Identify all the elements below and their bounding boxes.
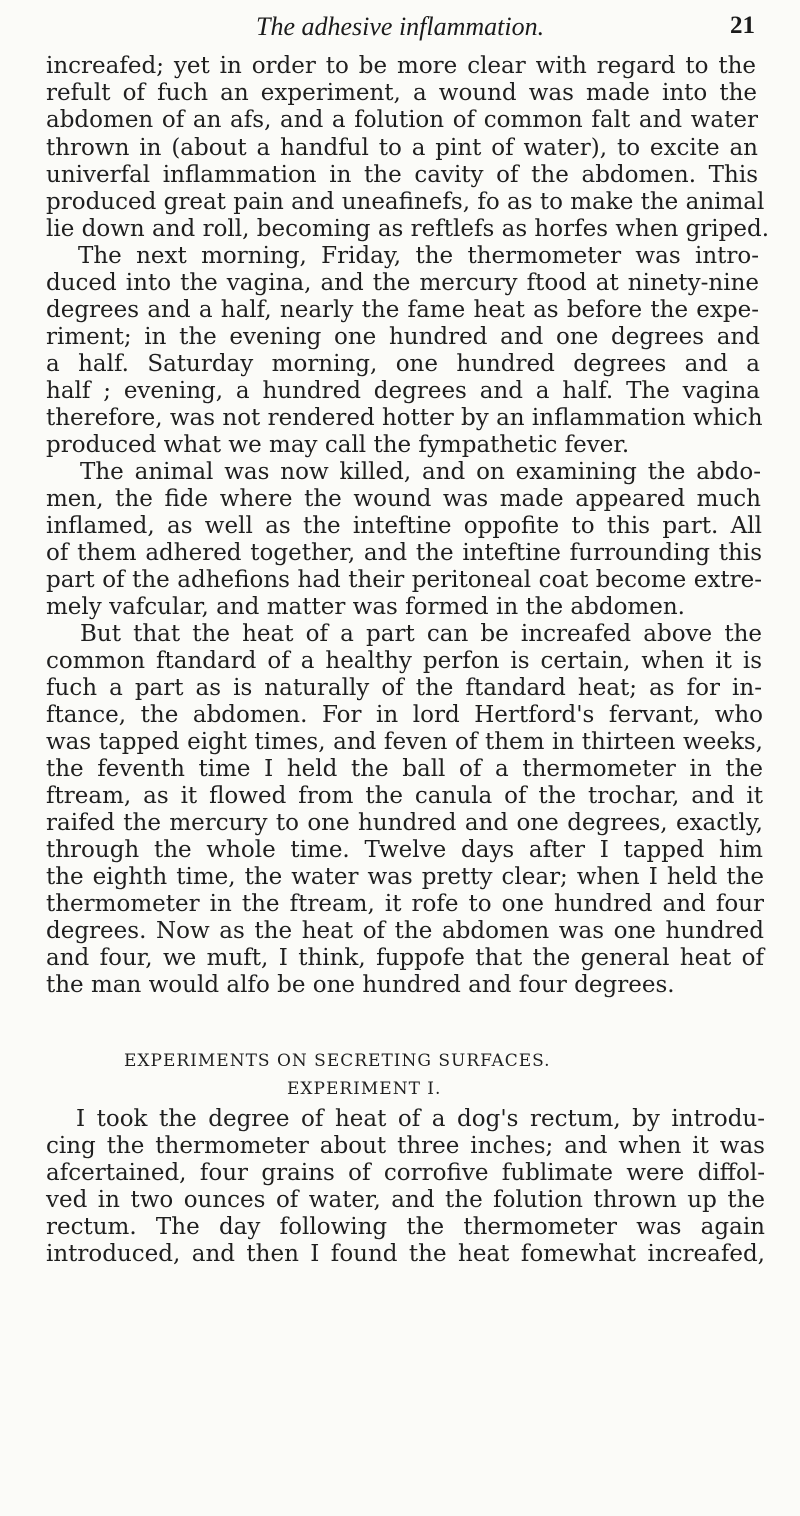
text-line: the man would alfo be one hundred and four degrees. [46,972,675,998]
running-head [0,8,800,48]
text-line: afcertained, four grains of corrofive fublimate were diffol- [46,1160,765,1186]
text-line: therefore, was not rendered hotter by an inflammation which [46,405,763,431]
text-line: univerfal inflammation in the cavity of the abdomen. This [46,162,758,188]
text-line: mely vafcular, and matter was formed in the abdomen. [46,594,685,620]
text-line: through the whole time. Twelve days after I tapped him [46,837,763,863]
running-title: The adhesive inflammation. [256,12,545,41]
text-line: lie down and roll, becoming as reftlefs as horfes when griped. [46,216,770,242]
text-line: introduced, and then I found the heat fomewhat increafed, [46,1241,765,1267]
text-line: I took the degree of heat of a dog's rectum, by introdu- [76,1106,765,1132]
text-line: abdomen of an afs, and a folution of common falt and water [46,107,758,133]
text-line: and four, we muft, I think, fuppofe that the general heat of [46,945,764,971]
text-line: rectum. The day following the thermometer was again [46,1214,765,1240]
text-line: cing the thermometer about three inches; and when it was [46,1133,765,1159]
text-line: the eighth time, the water was pretty clear; when I held the [46,864,764,890]
text-line: The next morning, Friday, the thermometer was intro- [78,243,759,269]
text-line: men, the fide where the wound was made appeared much [46,486,761,512]
text-line: half ; evening, a hundred degrees and a half. The vagina [46,378,760,404]
text-line: was tapped eight times, and feven of them in thirteen weeks, [46,729,763,755]
text-line: ved in two ounces of water, and the folution thrown up the [46,1187,765,1213]
text-line: ftance, the abdomen. For in lord Hertford's fervant, who [46,702,763,728]
text-line: degrees and a half, nearly the fame heat as before the expe- [46,297,759,323]
text-line: part of the adhefions had their peritoneal coat become extre- [46,567,762,593]
section-heading: EXPERIMENTS ON SECRETING SURFACES. [124,1051,551,1071]
text-line: degrees. Now as the heat of the abdomen was one hundred [46,918,764,944]
text-line: the feventh time I held the ball of a thermometer in the [46,756,763,782]
text-line: fuch a part as is naturally of the ftandard heat; as for in- [46,675,762,701]
text-line: raifed the mercury to one hundred and one degrees, exactly, [46,810,763,836]
text-line: of them adhered together, and the inteftine furrounding this [46,540,762,566]
text-line: thrown in (about a handful to a pint of water), to excite an [46,135,758,161]
text-line: inflamed, as well as the inteftine oppofite to this part. All [46,513,762,539]
text-line: produced great pain and uneafinefs, fo as to make the animal [46,189,765,215]
text-line: produced what we may call the fympathetic fever. [46,432,630,458]
text-line: increafed; yet in order to be more clear with regard to the [46,53,756,79]
text-line: duced into the vagina, and the mercury ftood at ninety-nine [46,270,759,296]
text-line: But that the heat of a part can be increafed above the [80,621,762,647]
text-line: a half. Saturday morning, one hundred degrees and a [46,351,760,377]
text-line: The animal was now killed, and on examining the abdo- [80,459,761,485]
text-line: riment; in the evening one hundred and one degrees and [46,324,760,350]
text-line: refult of fuch an experiment, a wound was made into the [46,80,757,106]
text-line: common ftandard of a healthy perfon is certain, when it is [46,648,762,674]
experiment-heading: EXPERIMENT I. [287,1079,442,1099]
text-line: ftream, as it flowed from the canula of the trochar, and it [46,783,763,809]
text-line: thermometer in the ftream, it rofe to one hundred and four [46,891,764,917]
page-number: 21 [730,12,755,39]
